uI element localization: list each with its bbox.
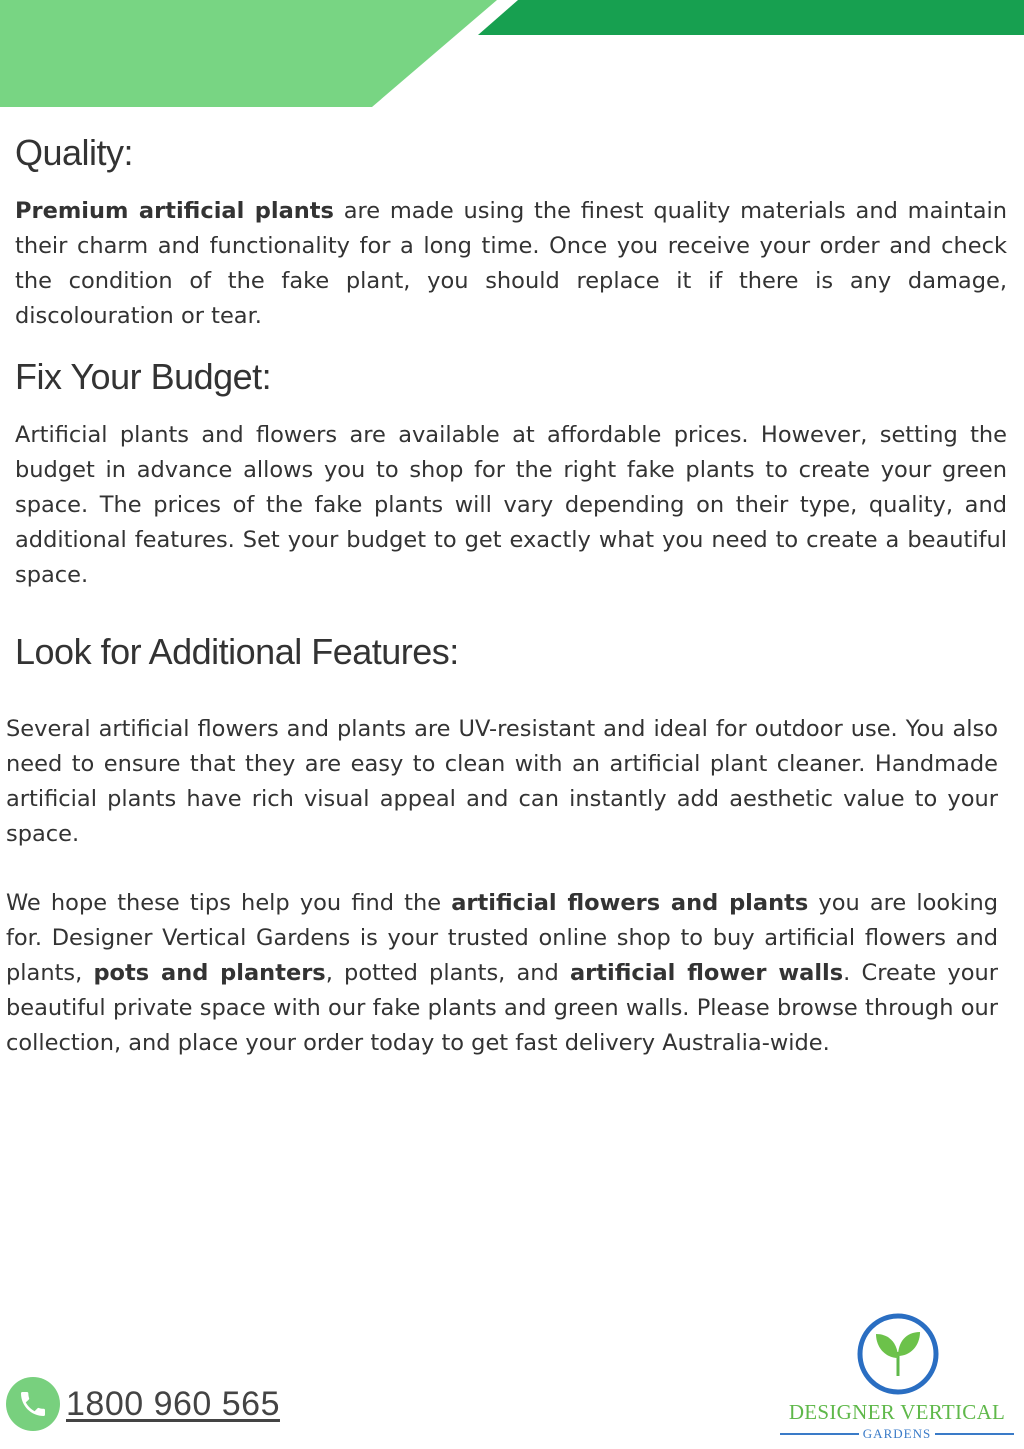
pots-and-planters-link[interactable]: pots and planters (93, 960, 326, 986)
logo-subtitle (776, 1426, 1018, 1442)
budget-heading: Fix Your Budget: (15, 356, 272, 397)
logo-rule-right (935, 1433, 1014, 1435)
artificial-flower-walls-link[interactable]: artificial flower walls (570, 960, 844, 986)
closing-text-3: , potted plants, and (325, 960, 570, 986)
premium-artificial-plants-link[interactable]: Premium artificial plants (15, 198, 334, 224)
banner-dark-shape (478, 0, 1024, 35)
quality-paragraph (15, 194, 1007, 334)
leaf-icon (856, 1312, 940, 1396)
header-banner (0, 0, 1024, 110)
banner-light-shape (0, 0, 497, 107)
logo-title: DESIGNER VERTICAL (788, 1400, 1006, 1424)
logo-rule-left (780, 1433, 859, 1435)
closing-paragraph (6, 886, 998, 1061)
budget-paragraph: Artificial plants and flowers are available at affordable prices. However, setting the budget in advance allows you to shop for the right fake plants to create your green space. The prices of the fake plants will vary depending on their type, quality, and additional features. Set your budget to get exactly what you need to create a beautiful space. (15, 422, 1007, 588)
quality-text: are made using the finest quality materials and maintain their charm and functionality for a long time. Once you receive your order and check the condition of the fake plant, you should replace it if there is any damage, discolouration or tear. (15, 198, 1007, 329)
closing-text-4: . Create your beautiful private space with our fake plants and green walls. Please browse through our collection, and place your order today to get fast delivery Australia-wide. (6, 960, 999, 1056)
phone-icon (6, 1377, 60, 1431)
phone-contact[interactable] (6, 1376, 280, 1432)
closing-text-1: We hope these tips help you find the (6, 890, 452, 916)
logo-subtitle-text: GARDENS (862, 1426, 932, 1441)
features-heading: Look for Additional Features: (15, 631, 459, 672)
quality-heading: Quality: (15, 132, 134, 173)
company-logo[interactable] (776, 1312, 1018, 1444)
phone-number-link[interactable]: 1800 960 565 (66, 1384, 280, 1423)
features-paragraph: Several artificial flowers and plants are UV-resistant and ideal for outdoor use. You also need to ensure that they are easy to clean with an artificial plant cleaner. Handmade artificial plants have rich visual appeal and can instantly add aesthetic value to your space. (6, 716, 998, 847)
closing-text-2: you are looking for. Designer Vertical Gardens is your trusted online shop to buy artificial flowers and plants, (6, 890, 998, 986)
artificial-flowers-and-plants-link[interactable]: artificial flowers and plants (451, 890, 809, 916)
